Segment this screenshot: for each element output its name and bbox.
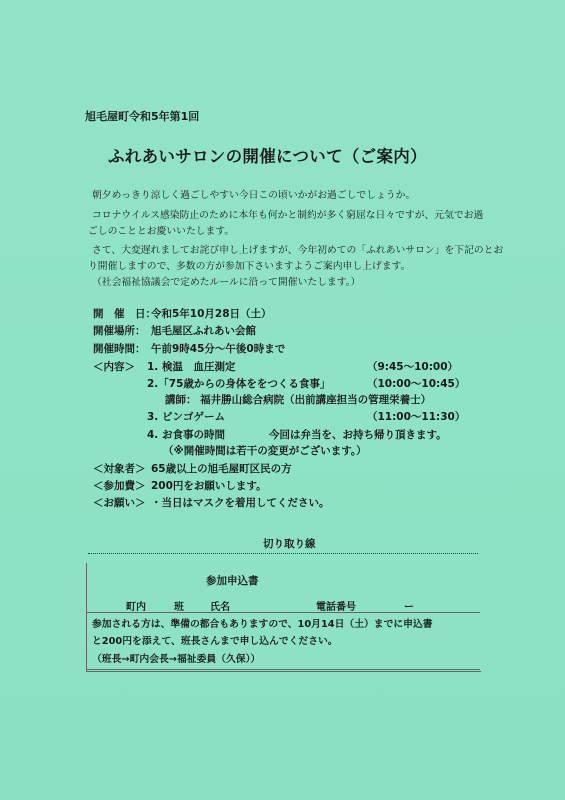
request-value: ・当日はマスクを着用してください。 xyxy=(151,497,330,509)
program-item-3: 3. ビンゴゲーム xyxy=(147,411,225,423)
program-item-4-note: 今回は弁当を、お持ち帰り頂きます。 xyxy=(269,429,447,441)
form-title: 参加申込書 xyxy=(206,575,259,587)
program-item-3-time: （11:00～11:30） xyxy=(367,411,466,423)
form-divider xyxy=(86,612,480,613)
program-item-4: 4. お食事の時間 xyxy=(147,429,225,441)
fee-value: 200円をお願いします。 xyxy=(151,480,267,492)
time-value: 午前9時45分～午後0時まで xyxy=(151,343,286,355)
content-label: ＜内容＞ xyxy=(93,361,135,373)
field-dash: ー xyxy=(404,602,414,613)
date-value: 令和5年10月28日（土） xyxy=(151,308,272,320)
form-bottom-line xyxy=(86,669,480,670)
form-instruction-2: と200円を添えて、班長さんまで申し込んでください。 xyxy=(92,636,338,647)
venue-label: 開催場所： xyxy=(93,325,146,337)
intro-line-3: ごしのこととお慶いいたします。 xyxy=(88,226,235,237)
cut-dotted-line xyxy=(88,553,478,554)
field-phone: 電話番号 xyxy=(316,602,356,613)
cut-line-label: 切り取り線 xyxy=(263,538,316,550)
venue-value: 旭毛屋区ふれあい会館 xyxy=(151,325,256,337)
field-group: 班 xyxy=(174,602,184,613)
target-label: ＜対象者＞ xyxy=(93,463,146,475)
schedule-note: （※開催時間は若干の変更がございます。） xyxy=(163,445,367,457)
date-label: 開 催 日： xyxy=(93,308,156,320)
form-routing: （班長→町内会長→福祉委員（久保）） xyxy=(92,654,261,665)
program-item-2: 2.「75歳からの身体ををつくる食事」 xyxy=(147,378,331,390)
program-item-1: 1. 検温 血圧測定 xyxy=(147,361,236,373)
field-town: 町内 xyxy=(126,602,146,613)
fee-label: ＜参加費＞ xyxy=(93,480,146,492)
request-label: ＜お願い＞ xyxy=(93,497,146,509)
time-label: 開催時間： xyxy=(93,343,146,355)
target-value: 65歳以上の旭毛屋町区民の方 xyxy=(151,463,292,475)
program-item-2-time: （10:00～10:45） xyxy=(367,378,466,390)
intro-line-4: さて、大変遅れましてお詫び申し上げますが、今年初めての「ふれあいサロン」を下記のとお xyxy=(92,245,504,256)
intro-line-6: （社会福祉協議会で定めたルールに沿って開催いたします。） xyxy=(92,277,361,288)
form-instruction-1: 参加される方は、準備の都合もありますので、10月14日（土）までに申込書 xyxy=(92,619,433,630)
lecturer-line: 講師： 福井勝山総合病院（出前講座担当の管理栄養士） xyxy=(165,394,432,406)
intro-line-2: コロナウイルス感染防止のために本年も何かと制約が多く窮屈な日々ですが、元気でお過 xyxy=(92,210,484,221)
program-item-1-time: （9:45～10:00） xyxy=(367,361,459,373)
field-name: 氏名 xyxy=(210,602,230,613)
organizer-heading: 旭毛屋町令和5年第1回 xyxy=(85,110,200,123)
intro-line-5: り開催しますので、多数の方が参加下さいますようご案内申し上げます。 xyxy=(88,261,411,272)
page-title: ふれあいサロンの開催について（ご案内） xyxy=(108,147,427,166)
intro-line-1: 朝夕めっきり涼しく過ごしやすい今日この頃いかがお過ごしでしょうか。 xyxy=(92,190,416,201)
